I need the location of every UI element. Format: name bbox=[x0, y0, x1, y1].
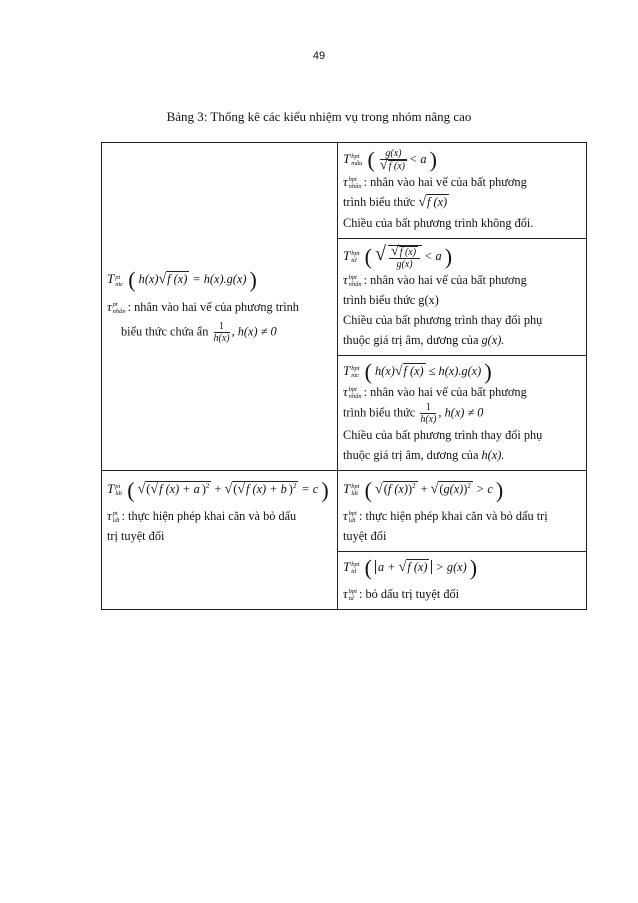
technique-description: τ bpt nhân : nhân vào hai vế của bất phương bbox=[343, 174, 527, 191]
cell-numerator: T bpt tử ( √ $\frac{√f (x)}{g(x)}$ < a ) τ bpt nhân : nhân vào hai vế của bất phương trình biểu thức g(x) Chiều của bất phương trình thay đổi phụ thuộc giá trị âm, dương của g(x). bbox=[338, 239, 587, 356]
fraction: $\frac{1}{h(x)}$ bbox=[420, 401, 437, 425]
task-formula: T bpt tử ( √ $\frac{√f (x)}{g(x)}$ < a ) bbox=[343, 243, 453, 270]
technique-description: τ bpt nhân : nhân vào hai vế của bất phương bbox=[343, 271, 527, 288]
page-number: 49 bbox=[312, 50, 326, 62]
cell-equation-multiply: T pt ntc ( h(x)√f (x) = h(x).g(x) ) τ pt nhân : nhân vào hai vế của phương trình biểu thức chứa ẩn $\frac{1}{h(x)}$ , h(x) ≠ 0 bbox=[102, 143, 338, 471]
table-row bbox=[102, 470, 587, 551]
task-formula: T pt ntc ( h(x)√f (x) = h(x).g(x) ) bbox=[107, 267, 257, 293]
table-row bbox=[102, 143, 587, 239]
task-formula: T bpt ntc ( h(x)√f (x) ≤ h(x).g(x) ) bbox=[343, 358, 492, 384]
technique-description: τ bpt ldt : thực hiện phép khai căn và bỏ dấu trị bbox=[343, 508, 548, 525]
task-formula: T pt ldt ( √(√f (x) + a )$^2$ + √(√f (x) + b )$^2$ = c ) bbox=[107, 477, 329, 503]
task-type-table bbox=[101, 142, 587, 610]
cell-inequality-radical: T bpt ldt ( √(f $(x))^2 + √(g(x))^2 > c$ ) τ bpt ldt : thực hiện phép khai căn và bỏ dấu trị tuyệt đối bbox=[338, 470, 587, 551]
technique-description: τ bpt nhân : nhân vào hai vế của bất phương bbox=[343, 383, 527, 401]
task-formula: T bpt ldt ( √(f $(x))^2 + √(g(x))^2 > c$ ) bbox=[343, 477, 504, 503]
cell-inequality-multiply: T bpt ntc ( h(x)√f (x) ≤ h(x).g(x) ) τ bpt nhân : nhân vào hai vế của bất phương trình biểu thức $\frac{1}{h(x)}$ , h(x) ≠ 0 Chiều của bất phương trình thay đổi phụ thuộc giá trị âm, dương của h(x). bbox=[338, 355, 587, 470]
table-caption: Bảng 3: Thống kê các kiểu nhiệm vụ trong nhóm nâng cao bbox=[166, 109, 472, 124]
technique-description: τ pt ldt : thực hiện phép khai căn và bỏ dấu bbox=[107, 508, 297, 525]
cell-denominator: T bpt mẫu ( $\frac{g(x)}{√f (x)}$ < a ) τ bpt nhân : nhân vào hai vế của bất phương trình biểu thức √f (x) Chiều của bất phương trình không đổi. bbox=[338, 143, 587, 239]
task-formula: T bpt td ( a + √f (x) > g(x) ) bbox=[343, 555, 478, 581]
fraction: $\frac{1}{h(x)}$ bbox=[213, 320, 230, 344]
task-formula: T bpt mẫu ( $\frac{g(x)}{√f (x)}$ < a ) bbox=[343, 147, 437, 173]
cell-inequality-absolute bbox=[338, 552, 587, 610]
cell-equation-radical: T pt ldt ( √(√f (x) + a )$^2$ + √(√f (x) + b )$^2$ = c ) τ pt ldt : thực hiện phép khai căn và bỏ dấu trị tuyệt đối bbox=[102, 470, 338, 609]
technique-description: τ pt nhân : nhân vào hai vế của phương trình bbox=[107, 298, 299, 315]
technique-description: τ bpt td : bỏ dấu trị tuyệt đối bbox=[343, 586, 460, 603]
